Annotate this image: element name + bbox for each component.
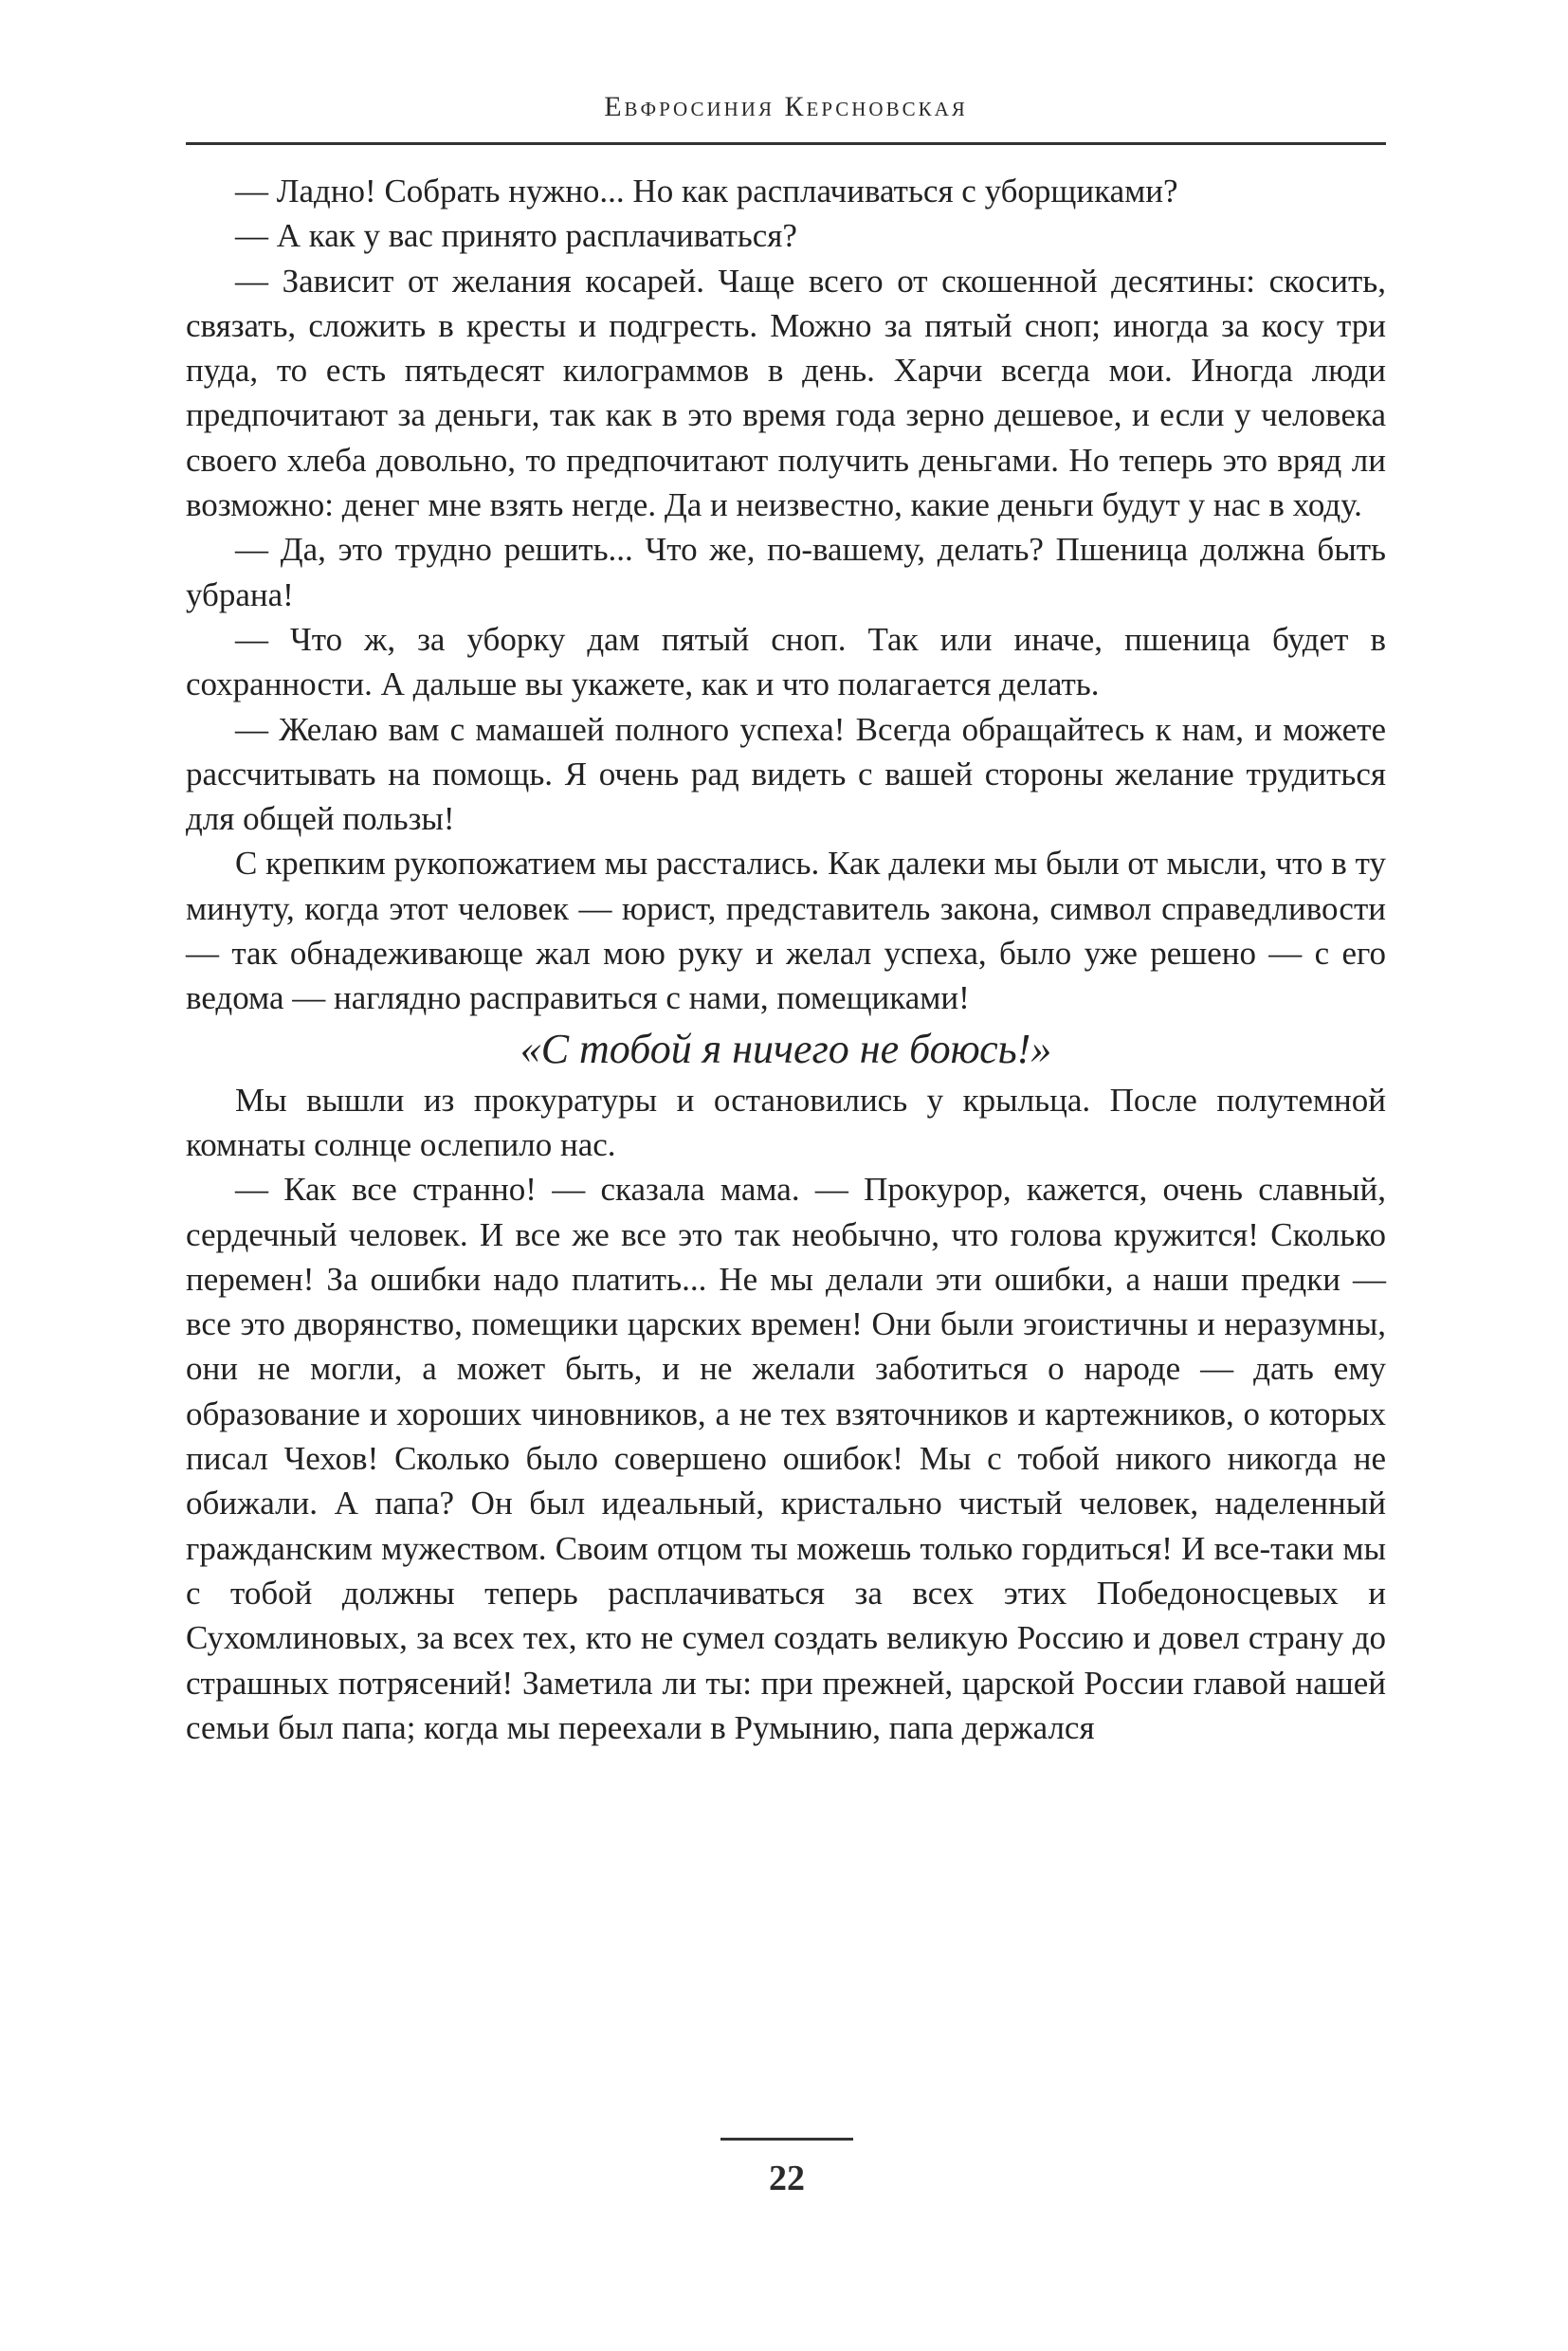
paragraph: — Как все странно! — сказала мама. — Прокурор, кажется, очень славный, сердечный человек. И все же все это так необычно, что голова кружится! Сколько перемен! За ошибки надо платить... Не мы делали эти ошибки, а наши предки — все это дворянство, помещики царских времен! Они были эгоистичны и неразумны, они не могли, а может быть, и не желали заботиться о народе — дать ему образование и хороших чиновников, а не тех взяточников и картежников, о которых писал Чехов! Сколько было совершено ошибок! Мы с тобой никого никогда не обижали. А папа? Он был идеальный, кристально чистый человек, наделенный гражданским мужеством. Своим отцом ты можешь только гордиться! И все-таки мы с тобой должны теперь расплачиваться за всех этих Победоносцевых и Сухомлиновых, за всех тех, кто не сумел создать великую Россию и довел страну до страшных потрясений! Заметила ли ты: при прежней, царской России главой нашей семьи был папа; когда мы переехали в Румынию, папа держался [186,1171,1386,1746]
paragraph: — А как у вас принято расплачиваться? [235,217,797,255]
paragraph: — Зависит от желания косарей. Чаще всего от скошенной десятины: скосить, связать, сложить в кресты и подгресть. Можно за пятый сноп; иногда за косу три пуда, то есть пятьдесят килограммов в день. Харчи всегда мои. Иногда люди предпочитают за деньги, так как в это время года зерно дешевое, и если у человека своего хлеба довольно, то предпочитают получить деньгами. Но теперь это вряд ли возможно: денег мне взять негде. Да и неизвестно, какие деньги будут у нас в ходу. [186,262,1386,524]
paragraph: — Желаю вам с мамашей полного успеха! Всегда обращайтесь к нам, и можете рассчитывать на помощь. Я очень рад видеть с вашей стороны желание трудиться для общей пользы! [186,710,1386,838]
paragraph: — Ладно! Собрать нужно... Но как расплачиваться с уборщиками? [235,173,1178,210]
header-rule [186,142,1386,145]
section-title: «С тобой я ничего не боюсь!» [520,1025,1052,1072]
paragraph: — Что ж, за уборку дам пятый сноп. Так или иначе, пшеница будет в сохранности. А дальше вы укажете, как и что полагается делать. [186,620,1386,703]
running-head: Евфросиния Керсновская [604,91,968,122]
footer-rule [720,2138,853,2141]
paragraph: — Да, это трудно решить... Что же, по-вашему, делать? Пшеница должна быть убрана! [186,531,1386,613]
paragraph: С крепким рукопожатием мы расстались. Как далеки мы были от мысли, что в ту минуту, когда этот человек — юрист, представитель закона, символ справедливости — так обнадеживающе жал мою руку и желал успеха, было уже решено — с его ведома — наглядно расправиться с нами, помещиками! [186,845,1386,1017]
page-number: 22 [769,2159,805,2198]
paragraph: Мы вышли из прокуратуры и остановились у крыльца. После полутемной комнаты солнце ослепило нас. [186,1081,1386,1163]
main-text [186,169,1386,1750]
